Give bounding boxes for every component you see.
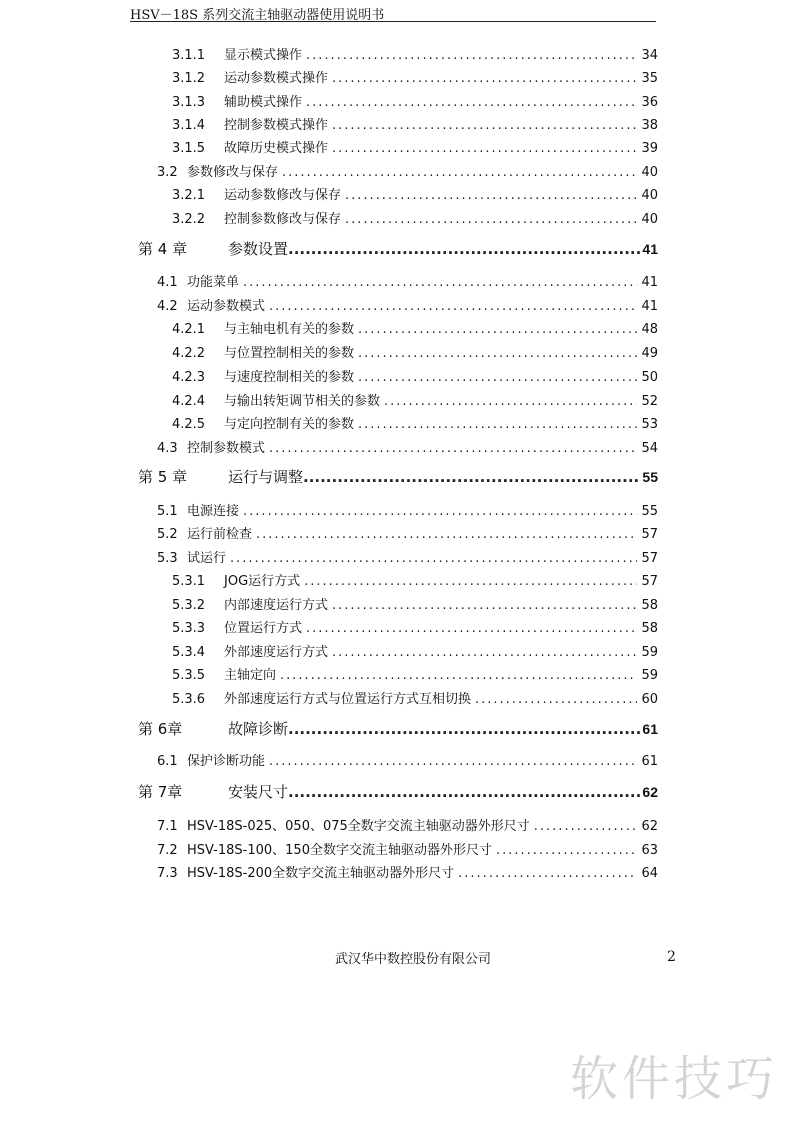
toc-entry-title: 控制参数模式操作 <box>224 118 329 133</box>
toc-entry-number: 3.1.5 <box>172 141 206 156</box>
running-header: HSV－18S 系列交流主轴驱动器使用说明书 <box>130 8 385 23</box>
toc-entry-number: 5.3.1 <box>172 574 206 589</box>
toc-entry-page: 48 <box>641 322 658 337</box>
toc-chapter-entry[interactable] <box>138 718 658 739</box>
toc-entry-page: 54 <box>641 441 658 456</box>
toc-entry-title: 故障历史模式操作 <box>224 141 329 156</box>
toc-entry-number: 3.1.3 <box>172 95 206 110</box>
dot-leader <box>358 370 637 385</box>
dot-leader <box>458 866 637 881</box>
dot-leader <box>384 394 637 409</box>
toc-entry[interactable] <box>172 390 658 409</box>
dot-leader <box>534 819 638 834</box>
toc-entry-page: 36 <box>641 95 658 110</box>
toc-entry-title: 辅助模式操作 <box>224 95 303 110</box>
toc-entry[interactable] <box>157 815 658 834</box>
dot-leader <box>243 504 637 519</box>
toc-entry-page: 62 <box>641 819 658 834</box>
toc-entry-title: 运行前检查 <box>187 527 253 542</box>
toc-entry-number: 5.3 <box>157 551 178 566</box>
dot-leader <box>332 645 637 660</box>
toc-entry-title: 与位置控制相关的参数 <box>224 346 355 361</box>
dot-leader <box>303 468 640 486</box>
toc-entry-title: 电源连接 <box>187 504 240 519</box>
toc-entry-page: 60 <box>641 692 658 707</box>
toc-entry[interactable] <box>157 862 658 881</box>
toc-entry-number: 3.2.1 <box>172 188 206 203</box>
toc-entry-number: 3.2 <box>157 165 178 180</box>
toc-entry[interactable] <box>172 664 658 683</box>
toc-entry-title: HSV-18S-025、050、075全数字交流主轴驱动器外形尺寸 <box>187 819 530 834</box>
dot-leader <box>475 692 637 707</box>
toc-entry[interactable] <box>157 295 658 314</box>
toc-entry-title: HSV-18S-200全数字交流主轴驱动器外形尺寸 <box>187 866 455 881</box>
toc-entry[interactable] <box>172 570 658 589</box>
toc-entry-title: 运行与调整 <box>228 468 304 486</box>
toc-entry-title: 故障诊断 <box>228 720 289 738</box>
watermark: 软件技巧 <box>570 1051 779 1107</box>
toc-entry-number: 3.1.2 <box>172 71 206 86</box>
toc-entry-number: 5.3.6 <box>172 692 206 707</box>
toc-entry[interactable] <box>172 617 658 636</box>
toc-entry-title: 安装尺寸 <box>228 783 289 801</box>
dot-leader <box>358 417 637 432</box>
toc-entry-page: 62 <box>642 784 658 800</box>
dot-leader <box>332 141 637 156</box>
toc-entry-title: 控制参数修改与保存 <box>224 212 342 227</box>
toc-entry-number: 4.2 <box>157 299 178 314</box>
toc-entry-number: 第 6章 <box>138 720 183 738</box>
toc-entry[interactable] <box>172 208 658 227</box>
toc-entry-page: 53 <box>641 417 658 432</box>
toc-entry-number: 5.1 <box>157 504 178 519</box>
toc-entry-title: HSV-18S-100、150全数字交流主轴驱动器外形尺寸 <box>187 843 492 858</box>
toc-entry-number: 4.1 <box>157 275 178 290</box>
toc-entry-page: 39 <box>641 141 658 156</box>
toc-entry-number: 7.2 <box>157 843 178 858</box>
toc-entry-number: 第 5 章 <box>138 468 188 486</box>
toc-entry-page: 52 <box>641 394 658 409</box>
toc-entry-number: 4.2.2 <box>172 346 206 361</box>
toc-entry-page: 50 <box>641 370 658 385</box>
toc-entry[interactable] <box>157 523 658 542</box>
toc-entry-title: 参数修改与保存 <box>187 165 279 180</box>
toc-entry-number: 5.3.3 <box>172 621 206 636</box>
dot-leader <box>288 720 640 738</box>
toc-entry-page: 57 <box>641 527 658 542</box>
dot-leader <box>230 551 637 566</box>
toc-entry-page: 59 <box>641 645 658 660</box>
toc-entry-page: 64 <box>641 866 658 881</box>
toc-entry-page: 40 <box>641 188 658 203</box>
toc-entry-page: 59 <box>641 668 658 683</box>
footer-company: 武汉华中数控股份有限公司 <box>335 952 492 967</box>
toc-entry[interactable] <box>157 839 658 858</box>
toc-entry[interactable] <box>172 641 658 660</box>
toc-entry-page: 41 <box>642 241 658 257</box>
toc-entry-page: 40 <box>641 212 658 227</box>
dot-leader <box>306 621 637 636</box>
toc-entry-title: 主轴定向 <box>224 668 277 683</box>
toc-entry-page: 35 <box>641 71 658 86</box>
toc-entry-number: 4.2.3 <box>172 370 206 385</box>
dot-leader <box>269 441 637 456</box>
footer-page-number: 2 <box>667 949 676 965</box>
toc-entry-number: 4.2.4 <box>172 394 206 409</box>
toc-entry[interactable] <box>172 318 658 337</box>
toc-entry[interactable] <box>157 500 658 519</box>
dot-leader <box>332 118 637 133</box>
toc-entry-title: JOG运行方式 <box>224 574 301 589</box>
toc-entry-number: 第 7章 <box>138 783 183 801</box>
dot-leader <box>256 527 637 542</box>
toc-entry-title: 与定向控制有关的参数 <box>224 417 355 432</box>
dot-leader <box>269 754 637 769</box>
toc-entry-number: 3.2.2 <box>172 212 206 227</box>
toc-entry[interactable] <box>172 184 658 203</box>
dot-leader <box>358 346 637 361</box>
dot-leader <box>269 299 637 314</box>
dot-leader <box>345 188 637 203</box>
dot-leader <box>304 574 637 589</box>
toc-entry[interactable] <box>157 271 658 290</box>
toc-entry[interactable] <box>172 44 658 63</box>
toc-entry-page: 61 <box>641 754 658 769</box>
toc-entry[interactable] <box>172 114 658 133</box>
toc-entry-title: 与速度控制相关的参数 <box>224 370 355 385</box>
toc-entry-title: 外部速度运行方式 <box>224 645 329 660</box>
toc-chapter-entry[interactable] <box>138 466 658 487</box>
toc-entry-title: 控制参数模式 <box>187 441 266 456</box>
dot-leader <box>332 598 637 613</box>
toc-entry-title: 运动参数模式 <box>187 299 266 314</box>
toc-entry-page: 38 <box>641 118 658 133</box>
toc-entry-title: 内部速度运行方式 <box>224 598 329 613</box>
toc-entry[interactable] <box>172 594 658 613</box>
toc-entry-title: 运动参数模式操作 <box>224 71 329 86</box>
toc-entry-page: 41 <box>641 275 658 290</box>
toc-entry[interactable] <box>172 91 658 110</box>
toc-entry-number: 第 4 章 <box>138 240 188 258</box>
toc-entry-number: 7.1 <box>157 819 178 834</box>
toc-entry-title: 显示模式操作 <box>224 48 303 63</box>
toc-entry-number: 4.2.5 <box>172 417 206 432</box>
toc-entry-page: 58 <box>641 598 658 613</box>
toc-entry-number: 7.3 <box>157 866 178 881</box>
toc-entry[interactable] <box>172 413 658 432</box>
toc-entry-title: 试运行 <box>187 551 227 566</box>
toc-entry-page: 40 <box>641 165 658 180</box>
toc-entry-number: 5.3.4 <box>172 645 206 660</box>
toc-entry-page: 63 <box>641 843 658 858</box>
toc-entry-title: 参数设置 <box>228 240 289 258</box>
toc-entry[interactable] <box>172 137 658 156</box>
toc-entry-number: 6.1 <box>157 754 178 769</box>
toc-entry[interactable] <box>157 547 658 566</box>
toc-entry-page: 55 <box>642 469 658 485</box>
toc-entry[interactable] <box>157 161 658 180</box>
toc-entry-title: 运动参数修改与保存 <box>224 188 342 203</box>
toc-entry-title: 位置运行方式 <box>224 621 303 636</box>
dot-leader <box>496 843 637 858</box>
toc-entry-number: 4.2.1 <box>172 322 206 337</box>
toc-entry-number: 3.1.4 <box>172 118 206 133</box>
toc-entry-title: 外部速度运行方式与位置运行方式互相切换 <box>224 692 472 707</box>
toc-entry[interactable] <box>157 750 658 769</box>
toc-entry[interactable] <box>172 688 658 707</box>
dot-leader <box>358 322 637 337</box>
dot-leader <box>306 95 637 110</box>
toc-entry-number: 4.3 <box>157 441 178 456</box>
dot-leader <box>282 165 637 180</box>
toc-entry-page: 57 <box>641 551 658 566</box>
toc-entry-number: 5.2 <box>157 527 178 542</box>
toc-entry-page: 49 <box>641 346 658 361</box>
toc-entry[interactable] <box>157 437 658 456</box>
toc-entry[interactable] <box>172 366 658 385</box>
toc-entry-number: 5.3.2 <box>172 598 206 613</box>
header-rule <box>130 21 656 22</box>
toc-entry[interactable] <box>172 342 658 361</box>
toc-chapter-entry[interactable] <box>138 238 658 259</box>
dot-leader <box>280 668 637 683</box>
toc-entry[interactable] <box>172 67 658 86</box>
toc-chapter-entry[interactable] <box>138 781 658 802</box>
toc-entry-page: 61 <box>642 721 658 737</box>
toc-entry-page: 55 <box>641 504 658 519</box>
dot-leader <box>306 48 637 63</box>
toc-entry-number: 3.1.1 <box>172 48 206 63</box>
toc-entry-title: 保护诊断功能 <box>187 754 266 769</box>
toc-entry-page: 41 <box>641 299 658 314</box>
toc-entry-page: 58 <box>641 621 658 636</box>
dot-leader <box>345 212 637 227</box>
toc-entry-number: 5.3.5 <box>172 668 206 683</box>
toc-entry-page: 34 <box>641 48 658 63</box>
toc-entry-title: 功能菜单 <box>187 275 240 290</box>
toc-entry-page: 57 <box>641 574 658 589</box>
toc-entry-title: 与主轴电机有关的参数 <box>224 322 355 337</box>
dot-leader <box>288 240 640 258</box>
toc-entry-title: 与输出转矩调节相关的参数 <box>224 394 381 409</box>
dot-leader <box>332 71 637 86</box>
dot-leader <box>243 275 637 290</box>
dot-leader <box>288 783 640 801</box>
